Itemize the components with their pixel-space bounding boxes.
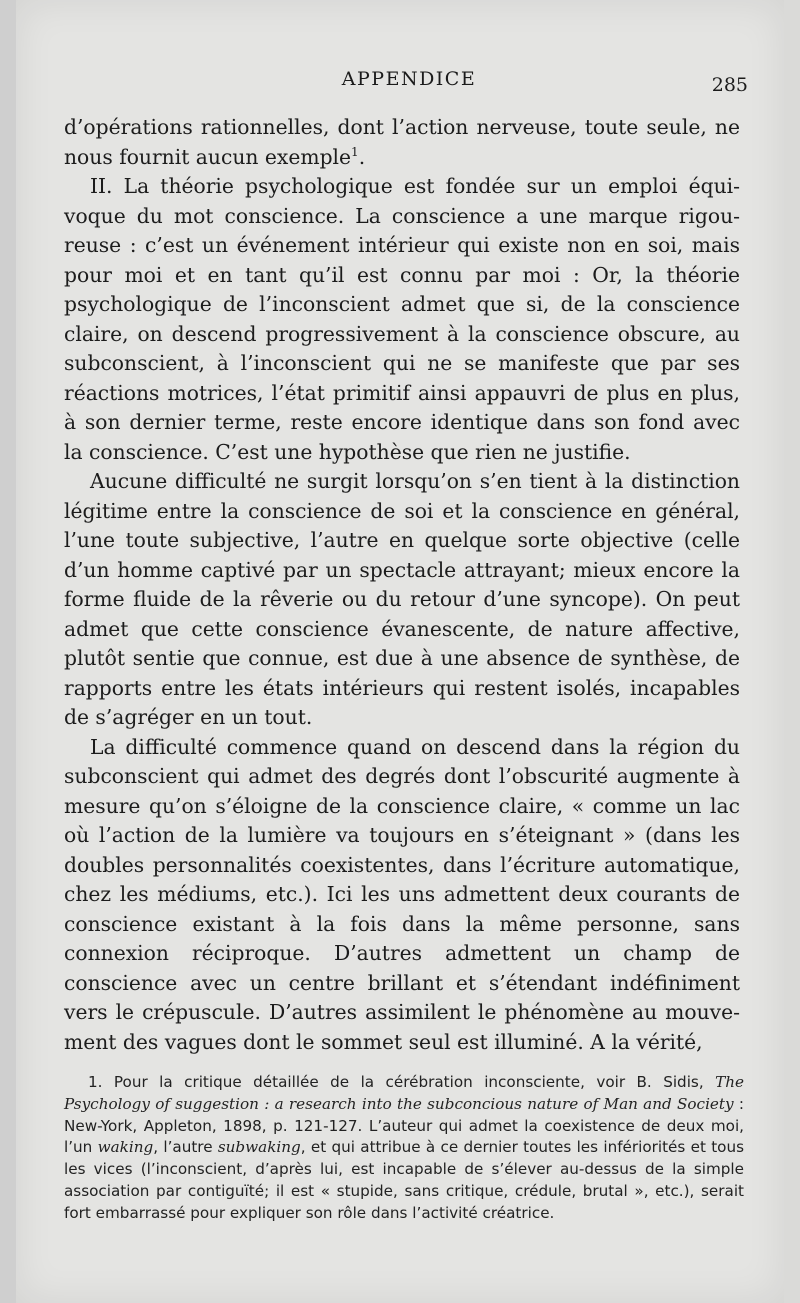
footnote-text: : New-York, Appleton, 1898, p. 121-127. L’auteur qui admet la coexistence de deux moi, l’un: [64, 1094, 745, 1157]
footnote-text: , et qui attribue à ce dernier toutes les infériorités et tous les vices (l’inconscient, d’après lui, est incapable de s’élever au-dessus de la simple association par contiguïté; il est « stupide, sans critique, crédule, brutal », etc.), serait fort embarrassé pour expliquer son rôle dans l’activité créatrice.: [64, 1138, 744, 1222]
page-header: [64, 68, 754, 98]
paragraph-text: d’opérations rationnelles, dont l’action nerveuse, toute seule, ne nous fournit aucun exemple: [64, 115, 740, 169]
paragraph: La difficulté commence quand on descend dans la région du subconscient qui admet des degrés dont l’obscurité augmente à mesure qu’on s’éloigne de la conscience claire, « comme un lac où l’action de la lumière va toujours en s’éteignant » (dans les doubles personnalités coexistentes, dans l’écriture automatique, chez les médiums, etc.). Ici les uns admettent deux courants de conscience existant à la fois dans la même personne, sans connexion réciproque. D’autres admettent un champ de conscience avec un centre brillant et s’étendant indéfiniment vers le crépuscule. D’autres assimilent le phénomène au mouvement des vagues dont le sommet seul est illuminé. A la vérité,: [64, 734, 740, 1054]
page-number: 285: [711, 74, 748, 96]
footnote-number: 1: [88, 1073, 98, 1091]
footnote-text: . Pour la critique détaillée de la cérébration inconsciente, voir B. Sidis,: [97, 1073, 716, 1091]
paragraph-continued: [64, 113, 740, 172]
footnote-book-title: The Psychology of suggestion : a research into the subconcious nature of Man and Society: [64, 1073, 744, 1113]
footnote-term: subwaking: [217, 1138, 301, 1157]
main-text: [64, 113, 740, 1057]
footnote-term: waking: [97, 1138, 154, 1157]
paragraph: Aucune difficulté ne surgit lorsqu’on s’en tient à la distinction légitime entre la conscience de soi et la conscience en général, l’une toute subjective, l’autre en quelque sorte objective (celle d’un homme captivé par un spectacle attrayant; mieux encore la forme fluide de la rêverie ou du retour d’une syncope). On peut admet que cette conscience évanescente, de nature affective, plutôt sentie que connue, est due à une absence de synthèse, de rapports entre les états intérieurs qui restent isolés, incapables de s’agréger en un tout.: [64, 469, 740, 729]
footnote-text: , l’autre: [153, 1138, 218, 1157]
footnote-reference: 1: [351, 144, 359, 159]
running-title: APPENDICE: [341, 68, 477, 90]
footnote: [64, 1072, 744, 1225]
page-edge: [784, 0, 800, 1303]
book-page: [16, 0, 784, 1303]
paragraph-text: .: [358, 144, 366, 169]
paragraph-ii: II. La théorie psychologique est fondée sur un emploi équivoque du mot conscience. La conscience a une marque rigoureuse : c’est un événement intérieur qui existe non en soi, mais pour moi et en tant qu’il est connu par moi : Or, la théorie psychologique de l’inconscient admet que si, de la conscience claire, on descend progressivement à la conscience obscure, au subconscient, à l’inconscient qui ne se manifeste que par ses réactions motrices, l’état primitif ainsi appauvri de plus en plus, à son dernier terme, reste encore identique dans son fond avec la conscience. C’est une hypothèse que rien ne justifie.: [64, 174, 740, 464]
